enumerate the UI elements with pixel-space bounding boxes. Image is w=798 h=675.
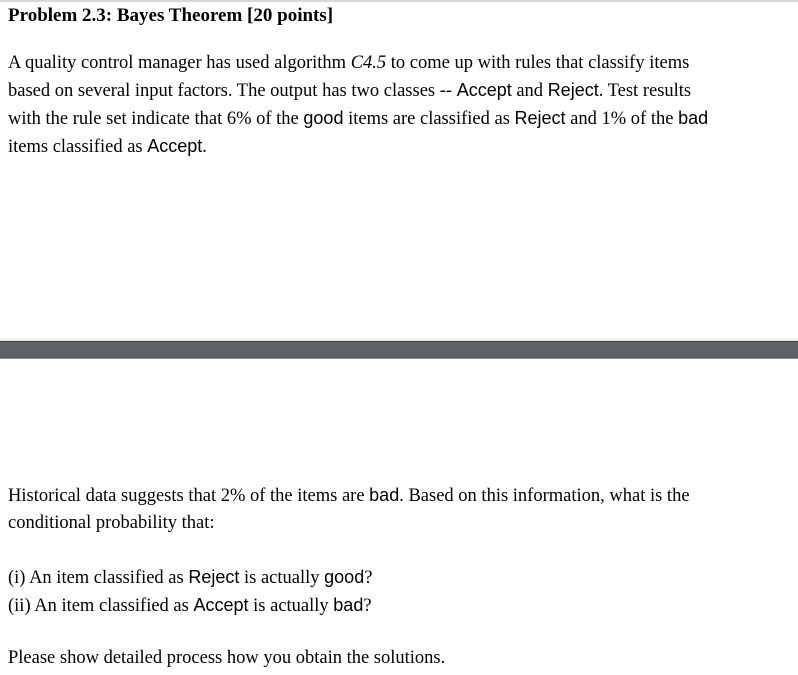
problem-title: Problem 2.3: Bayes Theorem [20 points] [8,5,334,26]
term-bad: bad [369,485,400,505]
text-segment: . Test results [598,81,692,101]
page-break-bar [0,341,798,359]
class-term-accept: Accept [456,80,512,100]
history-line-1 [8,482,788,510]
term-good: good [324,567,365,587]
question-1 [8,564,788,592]
class-term-reject: Reject [514,108,566,128]
algorithm-name: C4.5 [350,53,387,73]
history-line-2: conditional probability that: [8,513,215,533]
text-segment: and 1% of the [565,109,679,129]
class-term-reject: Reject [188,567,240,587]
text-segment: A quality control manager has used algorithm [8,53,351,73]
intro-line-4 [8,133,788,161]
text-segment: . Based on this information, what is the [399,486,690,506]
top-rule [0,0,798,2]
text-segment: items are classified as [343,109,515,129]
question-2 [8,592,788,620]
text-segment: is actually [248,596,334,616]
term-bad: bad [678,108,709,128]
text-segment: Historical data suggests that 2% of the items are [8,486,370,506]
text-segment: based on several input factors. The output has two classes -- [8,81,457,101]
class-term-accept: Accept [147,136,203,156]
questions-list [8,564,788,620]
intro-line-1 [8,50,788,77]
text-segment: (ii) An item classified as [8,596,194,616]
class-term-reject: Reject [547,80,599,100]
problem-intro-paragraph [8,50,788,161]
text-segment: to come up with rules that classify items [386,53,690,73]
text-segment: (i) An item classified as [8,568,189,588]
text-segment: ? [364,568,373,588]
term-good: good [303,108,344,128]
text-segment: . [202,137,207,157]
history-paragraph [8,482,788,537]
text-segment: ? [363,596,372,616]
text-segment: is actually [239,568,325,588]
closing-instruction [8,645,788,672]
text-segment: items classified as [8,137,148,157]
intro-line-2 [8,77,788,105]
text-segment: with the rule set indicate that 6% of the [8,109,304,129]
class-term-accept: Accept [193,595,249,615]
term-bad: bad [333,595,364,615]
closing-line: Please show detailed process how you obtain the solutions. [8,648,446,668]
text-segment: and [511,81,548,101]
intro-line-3 [8,105,788,133]
